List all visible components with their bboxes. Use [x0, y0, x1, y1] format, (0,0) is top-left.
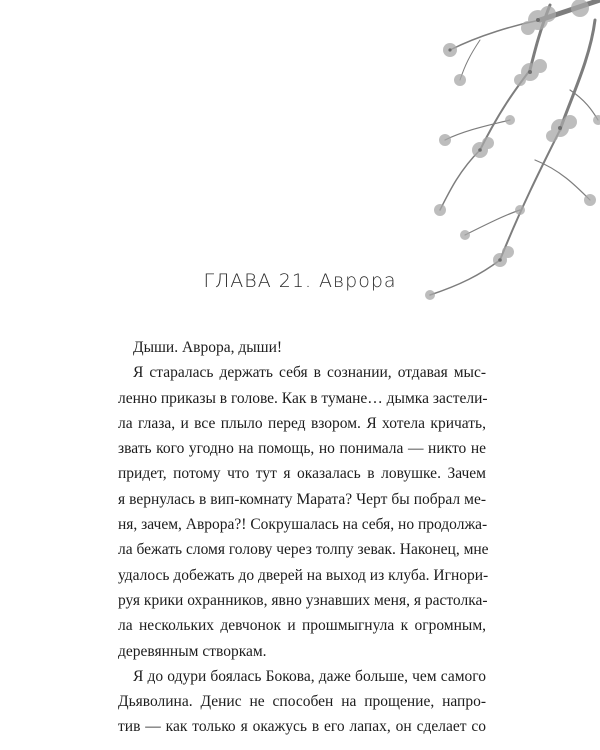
paragraph: [118, 664, 486, 740]
paragraph: [118, 335, 486, 360]
text-line: Я старалась держать себя в сознании, отдавая мыс-: [133, 364, 486, 382]
text-line: удалось добежать до дверей на выход из клуба. Игнори-: [118, 566, 489, 584]
chapter-body: [118, 335, 489, 740]
cherry-blossom-branch-icon: [420, 0, 600, 300]
text-line: деревянным створкам.: [118, 642, 267, 660]
text-line: руя крики охранников, явно узнавших меня, я растолка-: [118, 591, 488, 609]
text-line: придет, потому что тут я оказалась в ловушке. Зачем: [118, 465, 486, 483]
text-line: ла нескольких девчонок и прошмыгнула к огромным,: [118, 617, 486, 635]
text-line: тив — как только я окажусь в его лапах, он сделает со: [118, 718, 486, 736]
text-line: ленно приказы в голове. Как в тумане… дымка застели-: [118, 389, 488, 407]
text-line: Дьяволина. Денис не способен на прощение, напро-: [118, 693, 486, 711]
chapter-title: ГЛАВА 21. Аврора: [203, 270, 397, 292]
text-line: Я до одури боялась Бокова, даже больше, чем самого: [133, 667, 486, 685]
text-line: звать кого угодно на помощь, но понимала — никто не: [118, 440, 486, 458]
text-line: я вернулась в вип-комнату Марата? Черт бы побрал ме-: [118, 490, 486, 508]
text-line: Дыши. Аврора, дыши!: [133, 339, 283, 356]
text-line: ла глаза, и все плыло перед взором. Я хотела кричать,: [118, 414, 486, 432]
text-line: ла бежать сломя голову через толпу зевак. Наконец, мне: [118, 541, 489, 559]
text-line: ня, зачем, Аврора?! Сокрушалась на себя, но продолжа-: [118, 516, 488, 534]
paragraph: [118, 360, 489, 664]
